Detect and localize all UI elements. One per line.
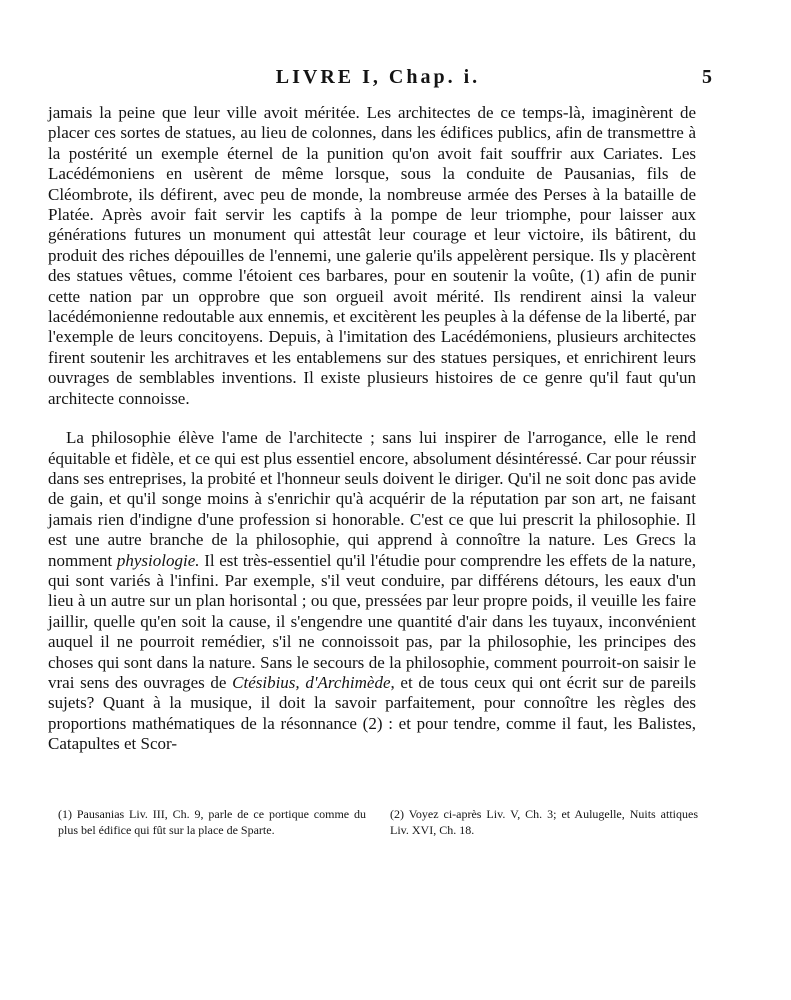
term-physiologie: physiologie. bbox=[116, 550, 200, 570]
footnote-1: (1) Pausanias Liv. III, Ch. 9, parle de ce portique comme du plus bel édifice qui fût sur la place de Sparte. bbox=[58, 807, 366, 837]
authors-names: Ctésibius, d'Archimède bbox=[232, 672, 391, 692]
paragraph-2-text-1: La philosophie élève l'ame de l'architecte ; sans lui inspirer de l'arrogance, elle le rend équitable et fidèle, et ce qui est plus essentiel encore, absolument désintéressé. Car pour réussir dans ses entreprises, la probité et l'honneur seuls doivent le diriger. Qu'il ne soit donc pas avide de gain, et qu'il songe moins à s'enrichir qu'à acquérir de la réputation par son art, ne faisant jamais rien d'indigne d'une profession si honorable. C'est ce que lui prescrit la philosophie. Il est une autre branche de la philosophie, qui apprend à connoître la nature. Les Grecs la nomment bbox=[48, 428, 696, 570]
footnotes bbox=[58, 806, 698, 838]
paragraph-2-text-2: Il est très-essentiel qu'il l'étudie pour comprendre les effets de la nature, qui sont variés à l'infini. Par exemple, s'il veut conduire, par différens détours, les eaux d'un lieu à un autre sur un plan horisontal ; ou que, pressées par leur propre poids, il veuille les faire jaillir, quelle qu'en soit la cause, il s'engendre une quantité d'air dans les tuyaux, inconvénient auquel il ne pourroit remédier, s'il ne connoissoit pas, par la philosophie, les principes des choses qui sont dans la nature. Sans le secours de la philosophie, comment pourroit-on saisir le vrai sens des ouvrages de bbox=[48, 550, 697, 692]
paragraph-1: jamais la peine que leur ville avoit méritée. Les architectes de ce temps-là, imaginèrent de placer ces sortes de statues, au lieu de colonnes, dans les édifices publics, afin de transmettre à la postérité un exemple éternel de la punition qu'on avoit fait souffrir aux Cariates. Les Lacédémoniens en usèrent de même lorsque, sous la conduite de Pausanias, fils de Cléombrote, ils défirent, avec peu de monde, la nombreuse armée des Perses à la bataille de Platée. Après avoir fait servir les captifs à la pompe de leur triomphe, pour laisser aux générations futures un monument qui attestât leur courage et leur victoire, ils bâtirent, du produit des riches dépouilles de l'ennemi, une galerie qu'ils appelèrent persique. Ils y placèrent des statues vêtues, comme l'étoient ces barbares, pour en soutenir la voûte, (1) afin de punir cette nation par un opprobre que son orgueil avoit mérité. Ils rendirent ainsi la valeur lacédémonienne redoutable aux ennemis, et excitèrent les peuples à la défense de la liberté, par l'exemple de leurs concitoyens. Depuis, à l'imitation des Lacédémoniens, plusieurs architectes firent soutenir les architraves et les entablemens sur des statues persiques, et enrichirent leurs ouvrages de semblables inventions. Il existe plusieurs histoires de ce genre qu'il faut qu'un architecte connoisse. bbox=[48, 103, 696, 408]
running-head bbox=[48, 66, 712, 90]
footnote-2: (2) Voyez ci-après Liv. V, Ch. 3; et Aulugelle, Nuits attiques Liv. XVI, Ch. 18. bbox=[390, 807, 698, 837]
main-text bbox=[48, 103, 696, 755]
paragraph-2-text-3: , et de tous ceux qui ont écrit sur de pareils sujets? Quant à la musique, il doit la savoir parfaitement, pour connoître les règles des proportions mathématiques de la résonnance (2) : et pour tendre, comme il faut, les Balistes, Catapultes et Scor- bbox=[48, 672, 696, 754]
paragraph-2 bbox=[48, 428, 696, 755]
page-number: 5 bbox=[702, 66, 712, 88]
running-title: LIVRE I, Chap. i. bbox=[275, 66, 481, 88]
